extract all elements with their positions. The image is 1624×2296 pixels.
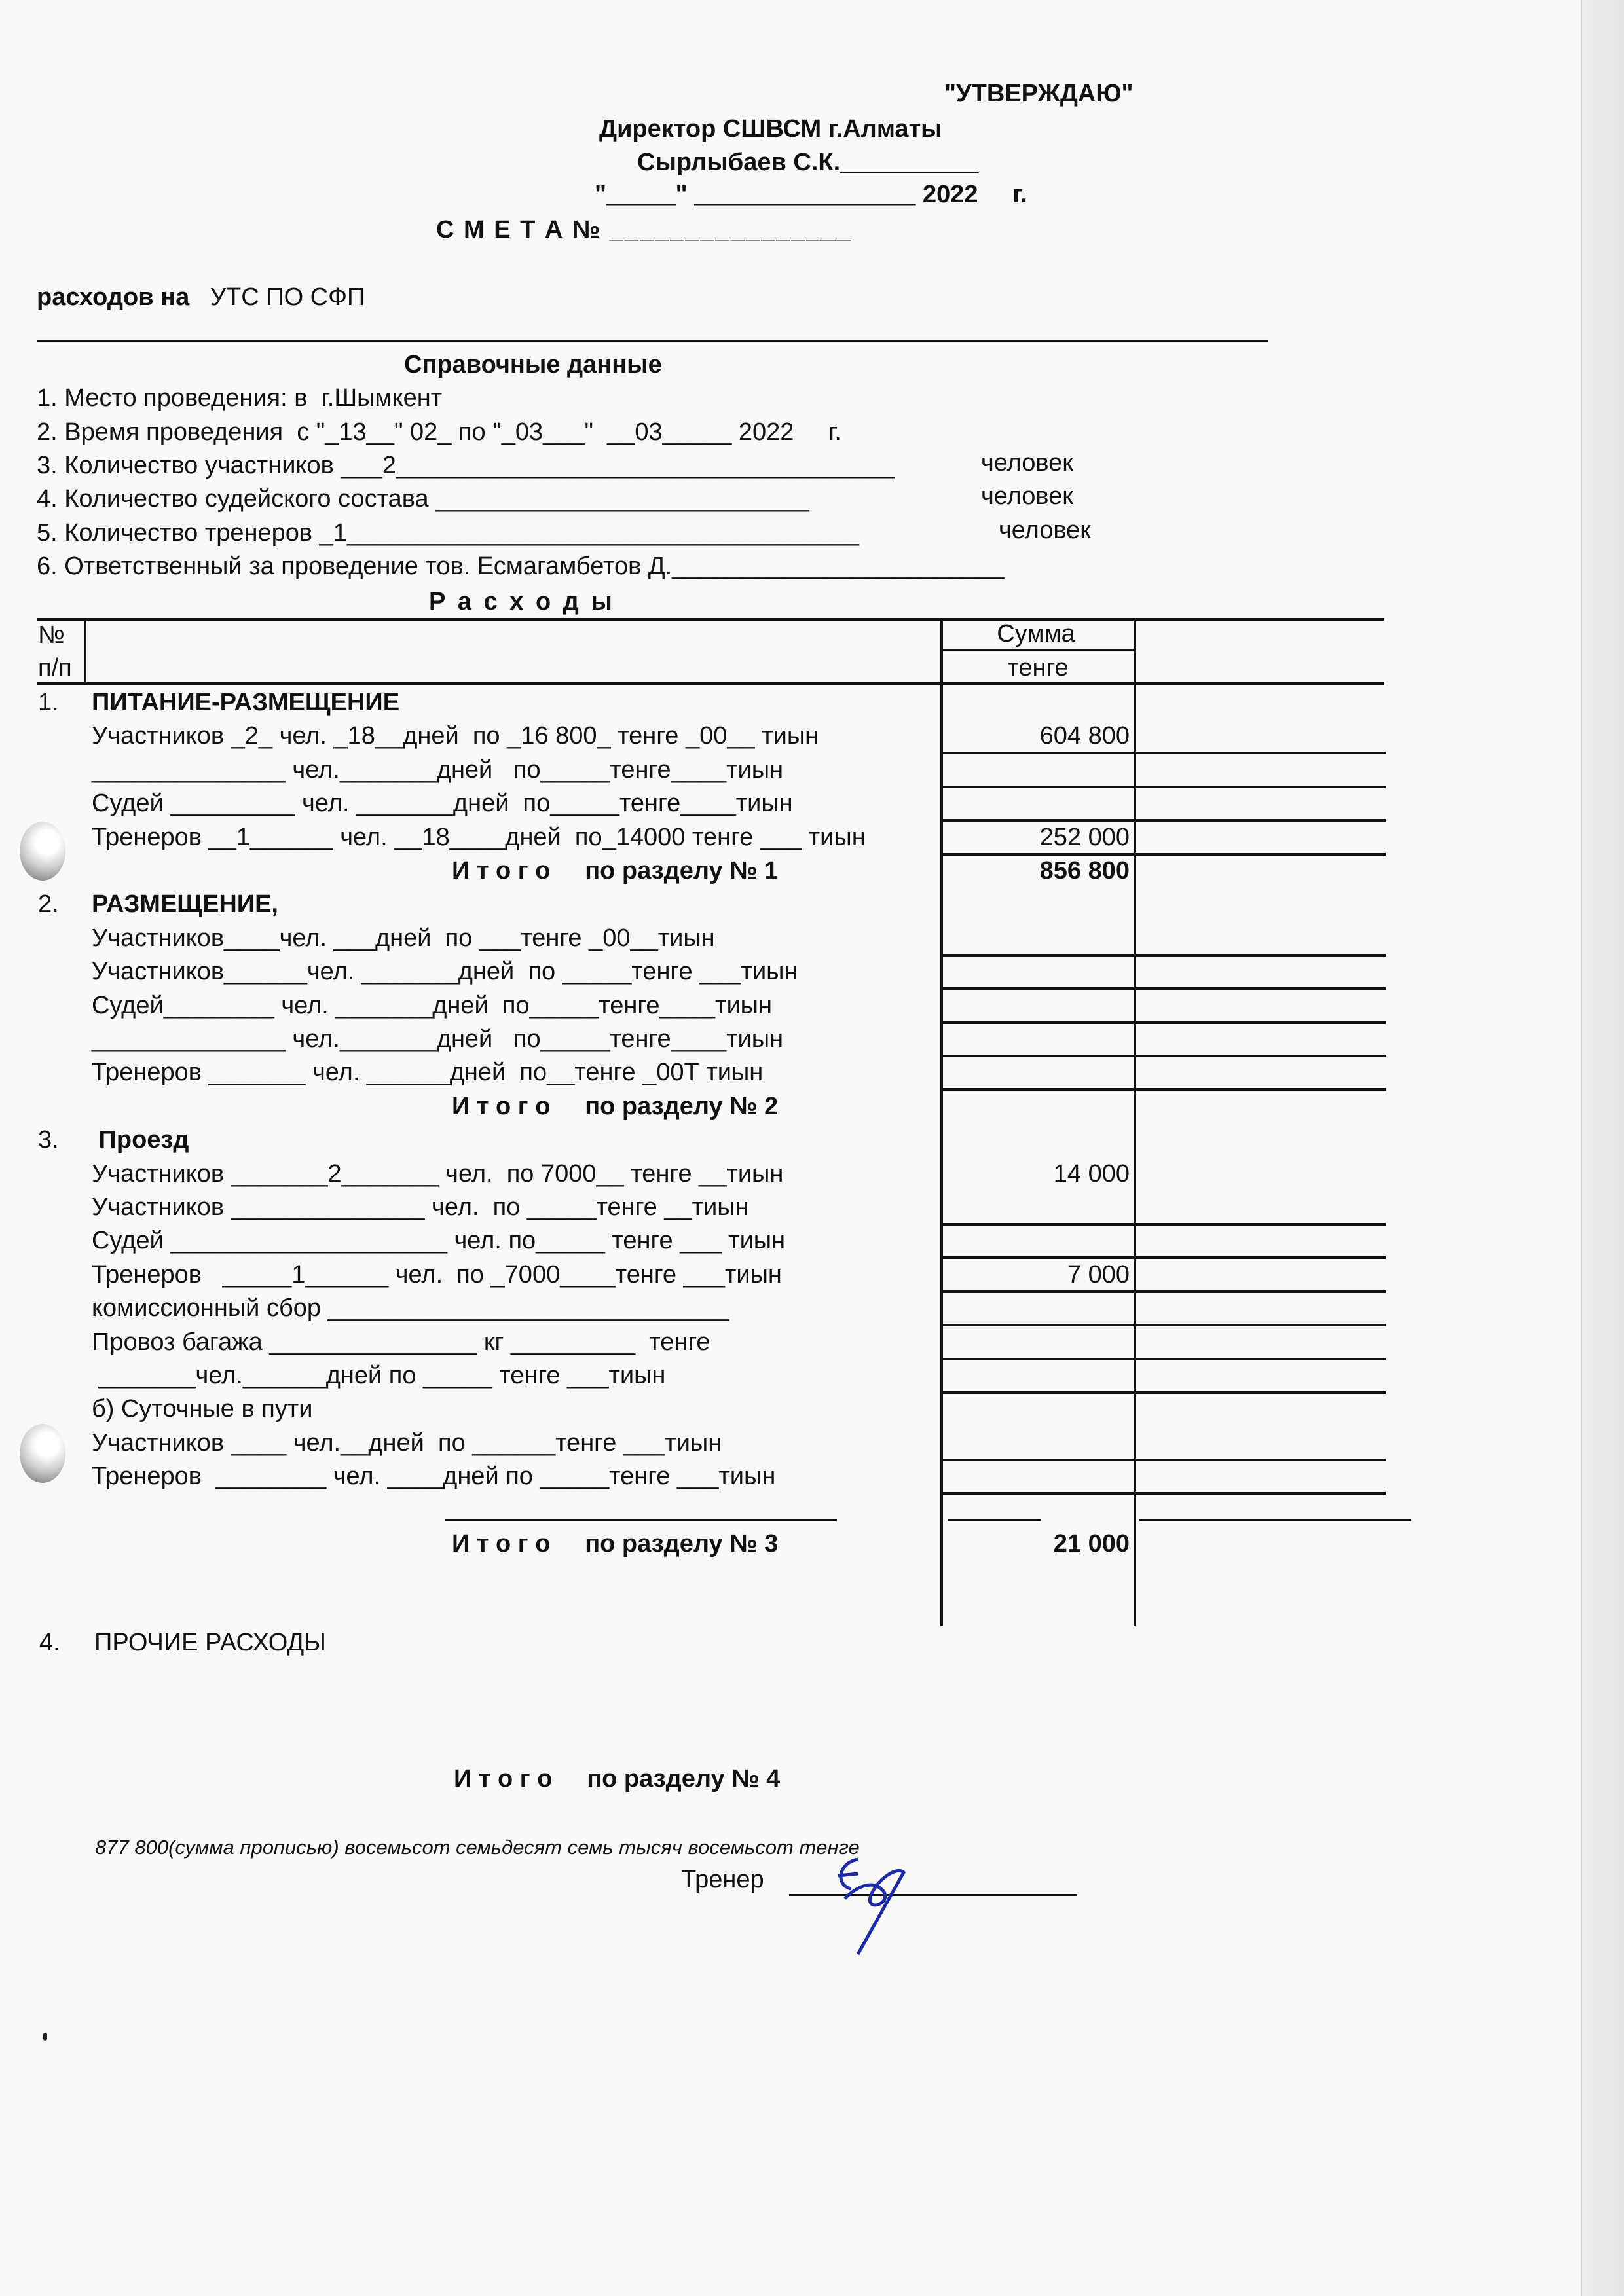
reference-item: 3. Количество участников ___2____________________________________	[37, 452, 895, 479]
unit-label: человек	[981, 449, 1073, 477]
section-total: И т о г о по разделу № 3	[452, 1530, 779, 1558]
col-sum-header: Сумма	[997, 620, 1075, 647]
amount-row-line	[942, 954, 1386, 957]
divider	[948, 1519, 1041, 1521]
amount-row-line	[942, 987, 1386, 990]
expense-line: Судей________ чел. _______дней по_____тенге____тиын	[92, 991, 772, 1019]
amount-row-line	[942, 1223, 1386, 1226]
reference-item: 2. Время проведения с "_13__" 02_ по "_03___" __03_____ 2022 г.	[37, 418, 841, 446]
expense-line: ______________ чел._______дней по_____тенге____тиын	[92, 756, 784, 784]
expense-line: Участников _______2_______ чел. по 7000__ тенге __тиын	[92, 1159, 784, 1188]
other-expenses-label: ПРОЧИЕ РАСХОДЫ	[94, 1629, 326, 1656]
expense-line: комиссионный сбор _____________________________	[92, 1294, 729, 1322]
speck	[43, 2033, 47, 2041]
expense-line: Участников ______________ чел. по _____тенге __тиын	[92, 1194, 749, 1221]
col-divider	[1134, 618, 1136, 1626]
row-number: 3.	[38, 1126, 59, 1154]
reference-item: 5. Количество тренеров _1_____________________________________	[37, 519, 859, 547]
reference-item: 6. Ответственный за проведение тов. Есмагамбетов Д.________________________	[37, 553, 1005, 580]
col-divider	[940, 618, 943, 1626]
table-header-line	[37, 682, 1384, 685]
expense-line: Провоз багажа _______________ кг _________ тенге	[92, 1328, 710, 1356]
expense-line: Участников _2_ чел. _18__дней по _16 800_ тенге _00__ тиын	[92, 722, 819, 750]
reference-title: Справочные данные	[404, 351, 662, 378]
amount-row-line	[942, 1492, 1386, 1495]
section-total: И т о г о по разделу № 1	[452, 857, 779, 884]
expense-line: Судей _________ чел. _______дней по_____тенге____тиын	[92, 790, 793, 818]
reference-item: 1. Место проведения: в г.Шымкент	[37, 384, 443, 412]
divider	[445, 1519, 837, 1521]
purpose-line	[37, 281, 365, 314]
purpose-value: УТС ПО СФП	[210, 283, 365, 311]
signer-label: Тренер	[681, 1866, 764, 1893]
expense-line: Участников____чел. ___дней по ___тенге _00__тиын	[92, 924, 715, 952]
expense-line: б) Суточные в пути	[92, 1395, 313, 1423]
punch-hole	[20, 1424, 65, 1483]
col-num-header: №	[38, 621, 65, 649]
expense-line: Участников______чел. _______дней по _____тенге ___тиын	[92, 958, 798, 986]
director-name: Сырлыбаев С.К.__________	[637, 149, 979, 176]
amount-row-line	[942, 1021, 1386, 1024]
approval-date: "_____" ________________ 2022 г.	[595, 181, 1027, 208]
approve-label: "УТВЕРЖДАЮ"	[944, 80, 1134, 107]
amount-row-line	[942, 1088, 1386, 1091]
director-title: Директор СШВСМ г.Алматы	[599, 115, 942, 143]
expense-line: ______________ чел._______дней по_____тенге____тиын	[92, 1025, 784, 1053]
amount-row-line	[942, 1290, 1386, 1293]
col-num-header: п/п	[38, 654, 72, 682]
amount-cell: 21 000	[1053, 1530, 1130, 1558]
amount-cell: 856 800	[1039, 857, 1130, 884]
signature-icon	[812, 1833, 930, 1958]
amount-cell: 7 000	[1067, 1260, 1130, 1288]
divider	[37, 340, 1268, 342]
section-total: И т о г о по разделу № 2	[452, 1092, 779, 1120]
divider	[1139, 1519, 1411, 1521]
scan-edge	[1581, 0, 1624, 2296]
col-divider	[84, 618, 86, 683]
col-sum-header: тенге	[1007, 654, 1069, 682]
expense-line: Тренеров _____1______ чел. по _7000____тенге ___тиын	[92, 1260, 782, 1288]
expense-line: Участников ____ чел.__дней по ______тенге ___тиын	[92, 1429, 722, 1457]
section-total-4: И т о г о по разделу № 4	[454, 1765, 781, 1793]
section-heading: ПИТАНИЕ-РАЗМЕЩЕНИЕ	[92, 689, 400, 716]
amount-row-line	[942, 752, 1386, 754]
amount-cell: 604 800	[1039, 722, 1130, 750]
amount-row-line	[942, 1459, 1386, 1461]
section-heading: Проезд	[92, 1126, 189, 1154]
sum-in-words: 877 800(сумма прописью) восемьсот семьдесят семь тысяч восемьсот тенге	[95, 1836, 860, 1859]
amount-row-line	[942, 1391, 1386, 1394]
unit-label: человек	[981, 483, 1073, 510]
expense-line: Судей ____________________ чел. по_____ тенге ___ тиын	[92, 1227, 786, 1255]
section-heading: РАЗМЕЩЕНИЕ,	[92, 890, 278, 919]
amount-row-line	[942, 786, 1386, 788]
expenses-title: Р а с х о д ы	[429, 588, 615, 615]
punch-hole	[20, 822, 65, 881]
amount-row-line	[942, 1358, 1386, 1360]
other-num: 4.	[39, 1629, 60, 1656]
expense-line: _______чел.______дней по _____ тенге ___тиын	[92, 1362, 666, 1389]
reference-item: 4. Количество судейского состава ___________________________	[37, 485, 809, 513]
amount-cell: 252 000	[1039, 823, 1130, 851]
amount-cell: 14 000	[1053, 1159, 1130, 1188]
purpose-label: расходов на	[37, 283, 190, 311]
expense-line: Тренеров _______ чел. ______дней по__тенге _00Т тиын	[92, 1059, 764, 1087]
row-number: 1.	[38, 689, 59, 716]
table-top-line	[37, 618, 1384, 621]
expense-line: Тренеров __1______ чел. __18____дней по_14000 тенге ___ тиын	[92, 823, 866, 851]
amount-row-line	[942, 1055, 1386, 1057]
unit-label: человек	[999, 517, 1091, 544]
document-title: С М Е Т А № ________________	[436, 216, 852, 244]
amount-row-line	[942, 1324, 1386, 1326]
row-number: 2.	[38, 890, 59, 919]
expense-line: Тренеров ________ чел. ____дней по _____тенге ___тиын	[92, 1463, 776, 1491]
